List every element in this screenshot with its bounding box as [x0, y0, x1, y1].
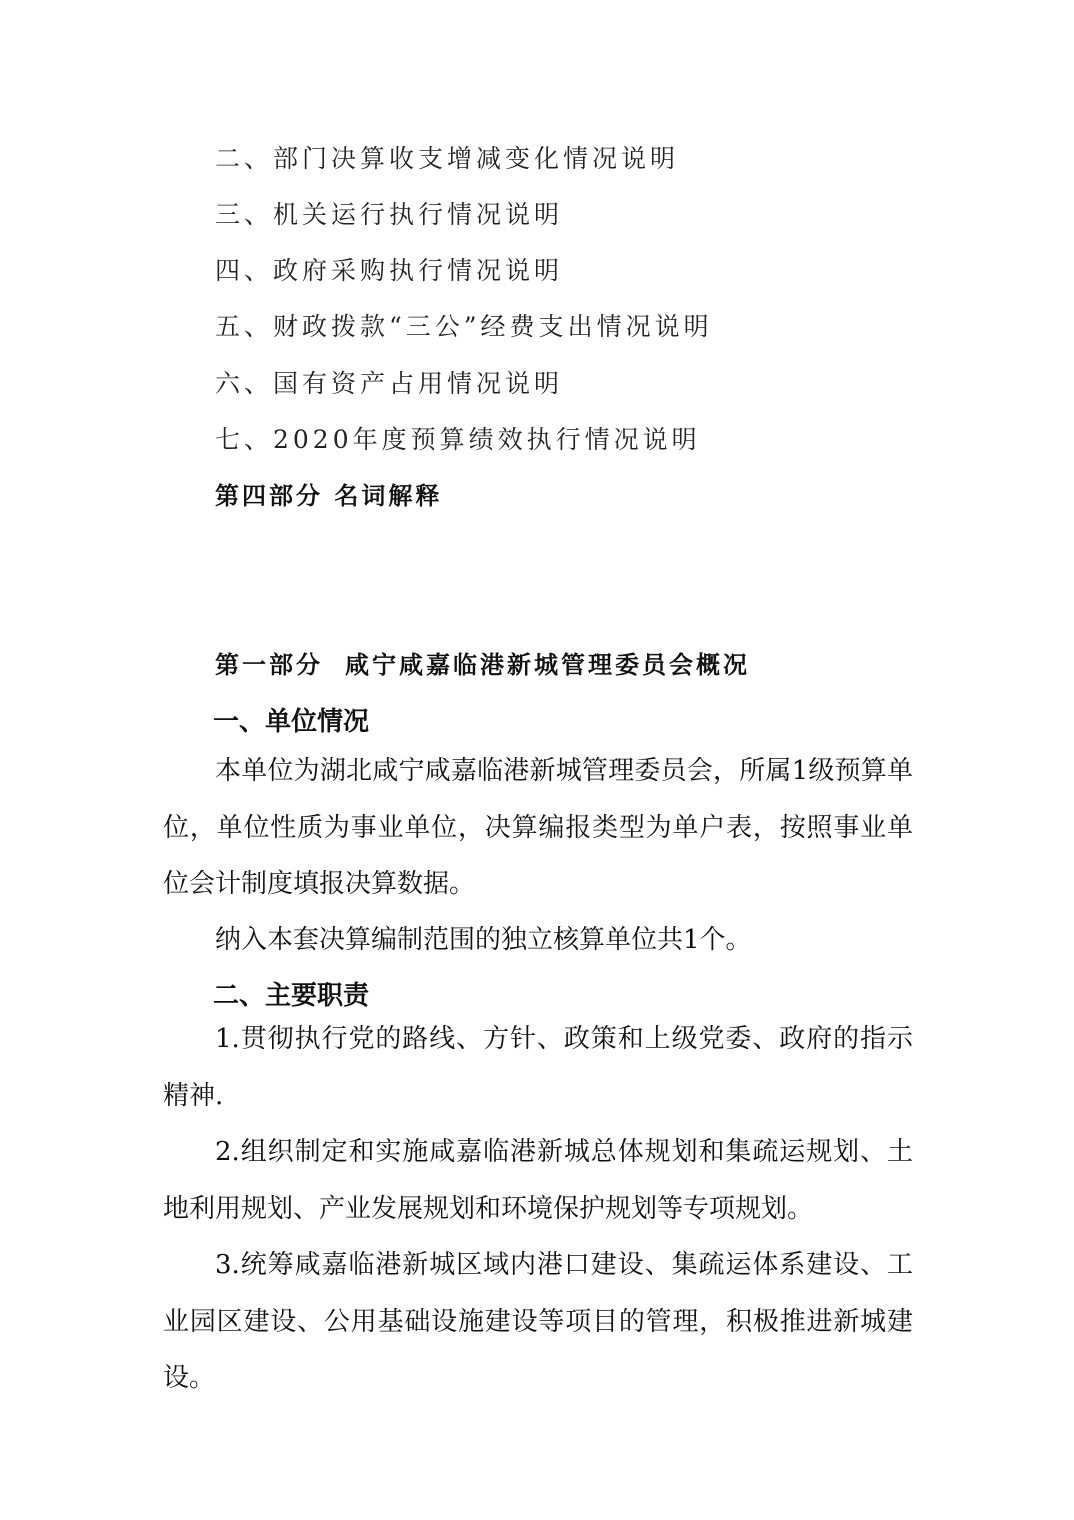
- part1-label: 第一部分: [215, 651, 323, 679]
- toc-item-3: 三、机关运行执行情况说明: [215, 200, 564, 229]
- toc-item-6: 六、国有资产占用情况说明: [215, 369, 564, 398]
- part1-title: [215, 653, 750, 677]
- duty-item-1: 1.贯彻执行党的路线、方针、政策和上级党委、政府的指示精神.: [163, 1024, 913, 1111]
- section1-paragraph-2: 纳入本套决算编制范围的独立核算单位共1个。: [215, 925, 752, 955]
- toc-item-5: 五、财政拨款“三公”经费支出情况说明: [215, 312, 713, 341]
- toc-item-7: 七、2020年度预算绩效执行情况说明: [215, 425, 701, 454]
- duty-item-2: 2.组织制定和实施咸嘉临港新城总体规划和集疏运规划、土地利用规划、产业发展规划和环境保护规划等专项规划。: [163, 1137, 913, 1224]
- section1-paragraph-1: 本单位为湖北咸宁咸嘉临港新城管理委员会，所属1级预算单位，单位性质为事业单位，决算编报类型为单户表，按照事业单位会计制度填报决算数据。: [163, 756, 913, 899]
- section1-heading: 一、单位情况: [213, 707, 370, 737]
- toc-part4-heading: 第四部分 名词解释: [215, 482, 443, 510]
- duty-item-3: 3.统筹咸嘉临港新城区域内港口建设、集疏运体系建设、工业园区建设、公用基础设施建设等项目的管理，积极推进新城建设。: [163, 1250, 913, 1393]
- section2-heading: 二、主要职责: [213, 981, 370, 1011]
- toc-item-2: 二、部门决算收支增减变化情况说明: [215, 144, 680, 173]
- part1-name: 咸宁咸嘉临港新城管理委员会概况: [345, 651, 750, 679]
- toc-item-4: 四、政府采购执行情况说明: [215, 256, 564, 285]
